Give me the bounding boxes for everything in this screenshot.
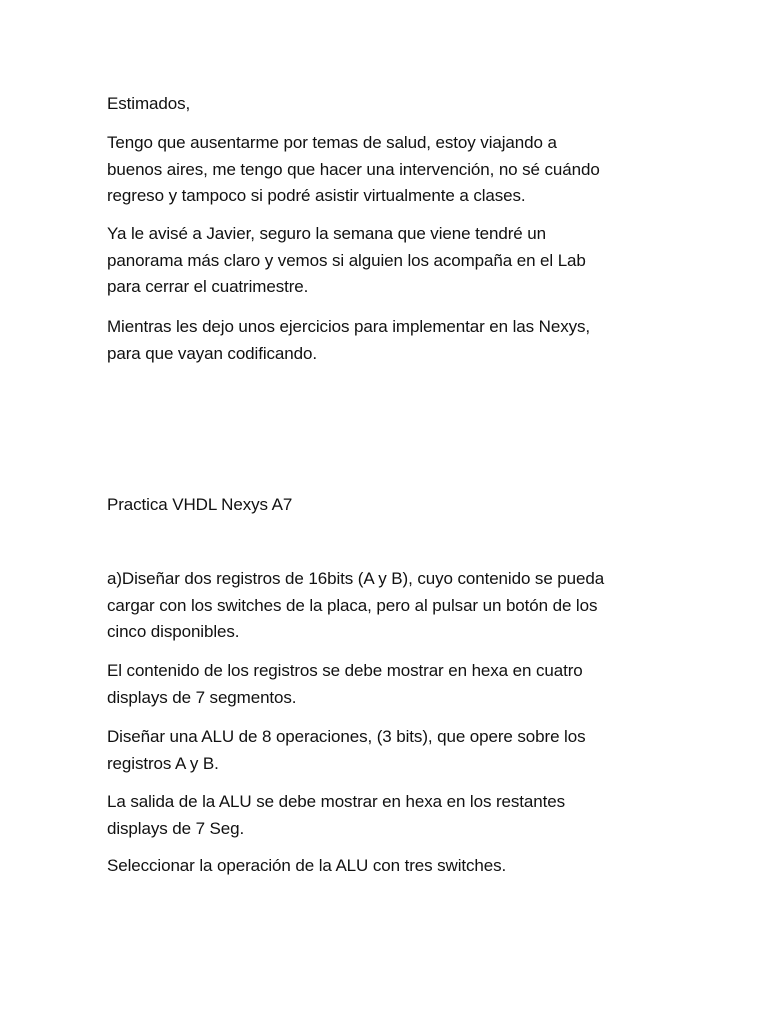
practice-line: cargar con los switches de la placa, pero al pulsar un botón de los <box>107 595 598 615</box>
practice-line: a)Diseñar dos registros de 16bits (A y B), cuyo contenido se pueda <box>107 569 605 588</box>
practice-item-registers <box>107 566 667 646</box>
practice-line: cinco disponibles. <box>107 622 240 641</box>
practice-line: registros A y B. <box>107 753 219 773</box>
letter-paragraph-health <box>107 130 667 210</box>
letter-paragraph-exercises <box>107 314 667 367</box>
practice-item-alu-output <box>107 789 667 842</box>
practice-item-alu <box>107 724 667 777</box>
paragraph-line: Tengo que ausentarme por temas de salud, estoy viajando a <box>107 133 557 152</box>
letter-paragraph-javier <box>107 221 667 301</box>
practice-line: Diseñar una ALU de 8 operaciones, (3 bits), que opere sobre los <box>107 727 586 746</box>
greeting-line: Estimados, <box>107 94 191 113</box>
practice-line: Seleccionar la operación de la ALU con tres switches. <box>107 856 507 875</box>
paragraph-line: buenos aires, me tengo que hacer una intervención, no sé cuándo <box>107 159 600 179</box>
paragraph-line: para que vayan codificando. <box>107 343 317 363</box>
paragraph-line: Mientras les dejo unos ejercicios para implementar en las Nexys, <box>107 317 591 336</box>
paragraph-line: panorama más claro y vemos si alguien los acompaña en el Lab <box>107 250 586 270</box>
practice-line: displays de 7 segmentos. <box>107 687 297 707</box>
paragraph-line: para cerrar el cuatrimestre. <box>107 277 309 296</box>
practice-item-alu-select <box>107 853 667 880</box>
paragraph-line: regreso y tampoco si podré asistir virtualmente a clases. <box>107 186 526 205</box>
practice-line: El contenido de los registros se debe mostrar en hexa en cuatro <box>107 661 583 680</box>
practice-title-line: Practica VHDL Nexys A7 <box>107 495 293 514</box>
practice-line: La salida de la ALU se debe mostrar en hexa en los restantes <box>107 792 566 811</box>
practice-title <box>107 492 667 519</box>
letter-greeting <box>107 91 667 118</box>
practice-line: displays de 7 Seg. <box>107 818 245 838</box>
practice-item-display-registers <box>107 658 667 711</box>
paragraph-line: Ya le avisé a Javier, seguro la semana que viene tendré un <box>107 224 546 243</box>
